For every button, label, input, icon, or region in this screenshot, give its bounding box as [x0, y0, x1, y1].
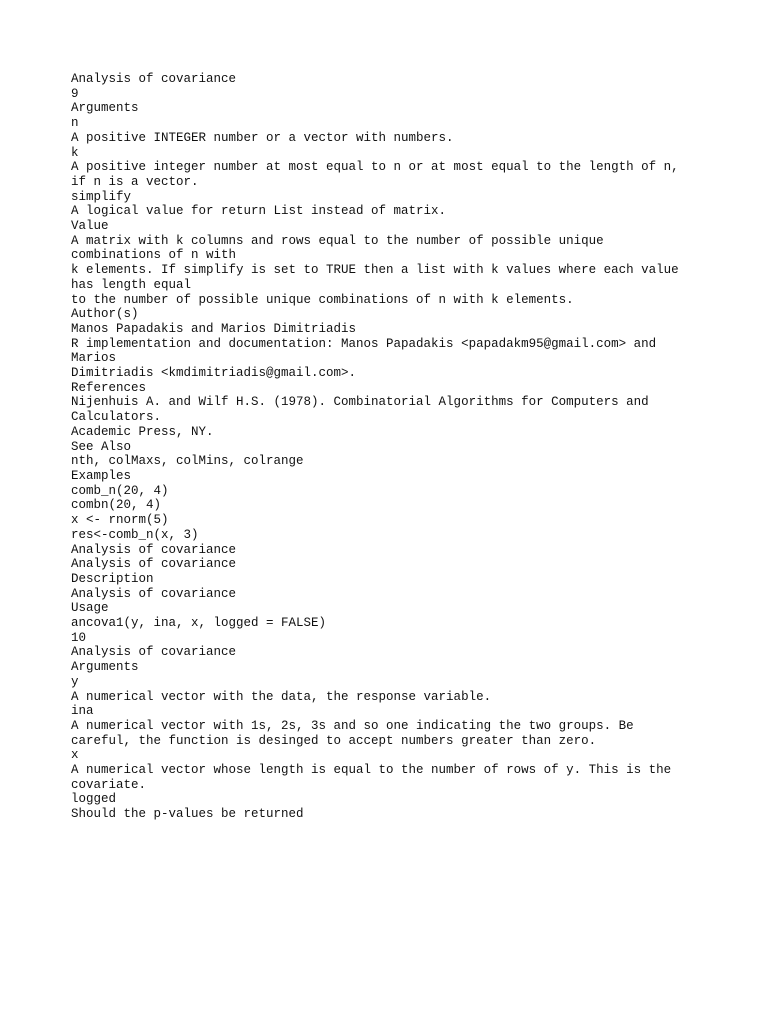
- argument-description: Should the p-values be returned: [71, 807, 304, 822]
- argument-description: A positive integer number at most equal to n or at most equal to the length of n,: [71, 160, 679, 175]
- section-heading-usage: Usage: [71, 601, 109, 616]
- example-code: comb_n(20, 4): [71, 483, 169, 498]
- argument-name-k: k: [71, 145, 79, 160]
- example-code: combn(20, 4): [71, 498, 162, 513]
- argument-name-simplify: simplify: [71, 189, 132, 204]
- section-heading-examples: Examples: [71, 468, 132, 483]
- page-number: 10: [71, 630, 87, 645]
- references-text: Calculators.: [71, 410, 162, 425]
- authors-text: Marios: [71, 351, 117, 366]
- section-heading-authors: Author(s): [71, 307, 139, 322]
- value-text: to the number of possible unique combinations of n with k elements.: [71, 292, 574, 307]
- authors-text: Manos Papadakis and Marios Dimitriadis: [71, 321, 357, 336]
- topic-title: Analysis of covariance: [71, 542, 237, 557]
- section-heading-arguments: Arguments: [71, 101, 139, 116]
- authors-text: R implementation and documentation: Manos Papadakis <papadakm95@gmail.com> and: [71, 336, 657, 351]
- example-code: res<-comb_n(x, 3): [71, 527, 199, 542]
- argument-description: A numerical vector with 1s, 2s, 3s and so one indicating the two groups. Be: [71, 718, 634, 733]
- argument-description: A positive INTEGER number or a vector with numbers.: [71, 130, 454, 145]
- usage-code: ancova1(y, ina, x, logged = FALSE): [71, 616, 327, 631]
- section-heading-arguments: Arguments: [71, 660, 139, 675]
- section-heading-description: Description: [71, 571, 154, 586]
- value-text: A matrix with k columns and rows equal to the number of possible unique: [71, 233, 604, 248]
- page-header: Analysis of covariance: [71, 72, 237, 86]
- document-page: [71, 72, 711, 822]
- description-text: Analysis of covariance: [71, 586, 237, 601]
- argument-description: A logical value for return List instead of matrix.: [71, 204, 447, 219]
- references-text: Nijenhuis A. and Wilf H.S. (1978). Combinatorial Algorithms for Computers and: [71, 395, 649, 410]
- value-text: k elements. If simplify is set to TRUE then a list with k values where each value: [71, 263, 679, 278]
- argument-name-ina: ina: [71, 704, 94, 719]
- page-header: Analysis of covariance: [71, 645, 237, 660]
- references-text: Academic Press, NY.: [71, 424, 214, 439]
- see-also-text: nth, colMaxs, colMins, colrange: [71, 454, 304, 469]
- argument-name-n: n: [71, 116, 79, 131]
- section-heading-see-also: See Also: [71, 439, 132, 454]
- argument-description: if n is a vector.: [71, 174, 199, 189]
- argument-name-x: x: [71, 748, 79, 763]
- authors-text: Dimitriadis <kmdimitriadis@gmail.com>.: [71, 366, 357, 381]
- topic-title: Analysis of covariance: [71, 557, 237, 572]
- section-heading-references: References: [71, 380, 147, 395]
- example-code: x <- rnorm(5): [71, 513, 169, 528]
- value-text: combinations of n with: [71, 248, 237, 263]
- argument-description: covariate.: [71, 777, 147, 792]
- argument-description: careful, the function is desinged to accept numbers greater than zero.: [71, 733, 597, 748]
- argument-description: A numerical vector with the data, the response variable.: [71, 689, 492, 704]
- argument-description: A numerical vector whose length is equal to the number of rows of y. This is the: [71, 763, 672, 778]
- section-heading-value: Value: [71, 219, 109, 234]
- page-number: 9: [71, 86, 79, 101]
- argument-name-logged: logged: [71, 792, 117, 807]
- value-text: has length equal: [71, 277, 192, 292]
- argument-name-y: y: [71, 674, 79, 689]
